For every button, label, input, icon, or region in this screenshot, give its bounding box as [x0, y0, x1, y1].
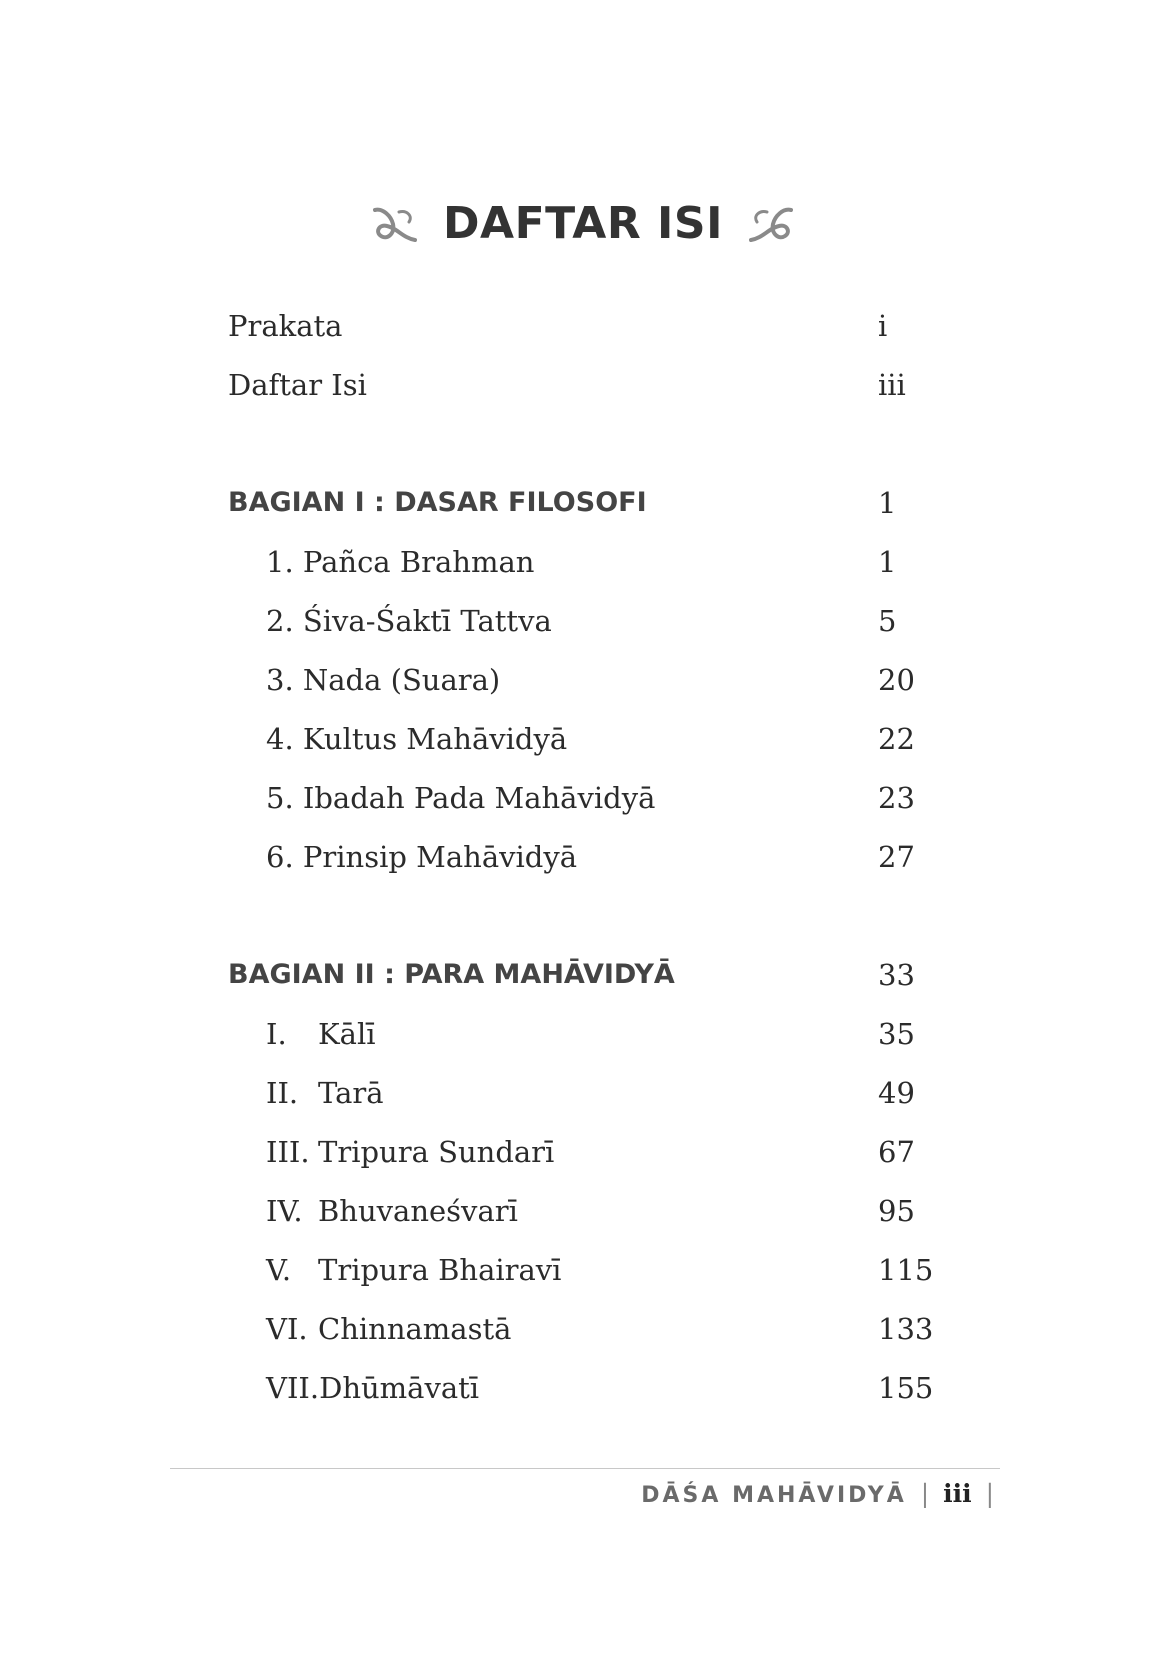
- toc-entry[interactable]: [228, 1368, 948, 1408]
- toc-entry-number: I.: [266, 1017, 287, 1051]
- toc-entry-label: 6. Prinsip Mahāvidyā: [266, 840, 577, 874]
- toc-entry-label: Chinnamastā: [318, 1312, 512, 1346]
- toc-entry-label: Prakata: [228, 309, 343, 343]
- toc-entry[interactable]: [228, 1132, 948, 1172]
- toc-entry-page: 5: [878, 604, 897, 638]
- toc-entry-label: Bhuvaneśvarī: [318, 1194, 518, 1228]
- toc-section-part-1[interactable]: [228, 483, 948, 523]
- toc-entry-prakata[interactable]: [228, 306, 948, 346]
- toc-entry-number: III.: [266, 1135, 310, 1169]
- toc-entry[interactable]: [228, 1014, 948, 1054]
- toc-entry-page: 133: [878, 1312, 934, 1346]
- toc-entry-label: Tarā: [318, 1076, 384, 1110]
- toc-entry[interactable]: [228, 1309, 948, 1349]
- footer-separator: |: [985, 1479, 994, 1508]
- toc-entry-label: Kālī: [318, 1017, 376, 1051]
- toc-entry[interactable]: [228, 601, 948, 641]
- toc-entry-label: Dhūmāvatī: [319, 1371, 480, 1405]
- toc-entry-page: 115: [878, 1253, 934, 1287]
- toc-entry-page: 155: [878, 1371, 934, 1405]
- running-title: DĀŚA MAHĀVIDYĀ: [641, 1483, 907, 1508]
- toc-entry-daftar-isi[interactable]: [228, 365, 948, 405]
- page-title-text: DAFTAR ISI: [443, 198, 723, 249]
- toc-entry-number: VII.: [266, 1371, 320, 1405]
- toc-entry-number: VI.: [266, 1312, 308, 1346]
- toc-entry-label: Tripura Bhairavī: [318, 1253, 562, 1287]
- page-number: iii: [943, 1479, 972, 1508]
- footer-separator: |: [920, 1479, 930, 1508]
- toc-entry[interactable]: [228, 660, 948, 700]
- toc-entry-number: V.: [266, 1253, 292, 1287]
- toc-entry-page: i: [878, 309, 888, 343]
- toc-entry-page: 27: [878, 840, 915, 874]
- toc-entry-label: 3. Nada (Suara): [266, 663, 501, 697]
- page-footer: [641, 1474, 1000, 1516]
- toc-entry[interactable]: [228, 542, 948, 582]
- toc-section-heading: BAGIAN II : PARA MAHĀVIDYĀ: [228, 959, 675, 990]
- toc-entry-label: 4. Kultus Mahāvidyā: [266, 722, 568, 756]
- toc-entry-page: 95: [878, 1194, 915, 1228]
- toc-entry-page: 35: [878, 1017, 915, 1051]
- toc-entry-label: Daftar Isi: [228, 368, 367, 402]
- curl-ornament-icon: [369, 202, 421, 246]
- toc-entry-number: II.: [266, 1076, 299, 1110]
- toc-section-part-2[interactable]: [228, 955, 948, 995]
- toc-entry-label: Tripura Sundarī: [318, 1135, 555, 1169]
- toc-entry-page: 67: [878, 1135, 915, 1169]
- toc-entry-page: 20: [878, 663, 915, 697]
- toc-entry[interactable]: [228, 1191, 948, 1231]
- toc-entry-page: iii: [878, 368, 906, 402]
- toc-entry[interactable]: [228, 719, 948, 759]
- toc-entry-page: 1: [878, 545, 897, 579]
- toc-entry-page: 22: [878, 722, 915, 756]
- toc-entry-page: 1: [878, 486, 897, 520]
- toc-entry-number: IV.: [266, 1194, 303, 1228]
- toc-entry[interactable]: [228, 778, 948, 818]
- toc-entry-label: 2. Śiva-Śaktī Tattva: [266, 604, 552, 638]
- toc-entry[interactable]: [228, 1073, 948, 1113]
- toc-entry-label: 1. Pañca Brahman: [266, 545, 535, 579]
- page-title: [0, 196, 1166, 252]
- toc-entry-page: 33: [878, 958, 915, 992]
- curl-ornament-icon: [745, 202, 797, 246]
- toc-entry-label: 5. Ibadah Pada Mahāvidyā: [266, 781, 656, 815]
- footer-divider: [170, 1468, 1000, 1469]
- toc-entry-page: 23: [878, 781, 915, 815]
- toc-section-heading: BAGIAN I : DASAR FILOSOFI: [228, 487, 647, 518]
- toc-entry[interactable]: [228, 837, 948, 877]
- toc-entry-page: 49: [878, 1076, 915, 1110]
- toc-entry[interactable]: [228, 1250, 948, 1290]
